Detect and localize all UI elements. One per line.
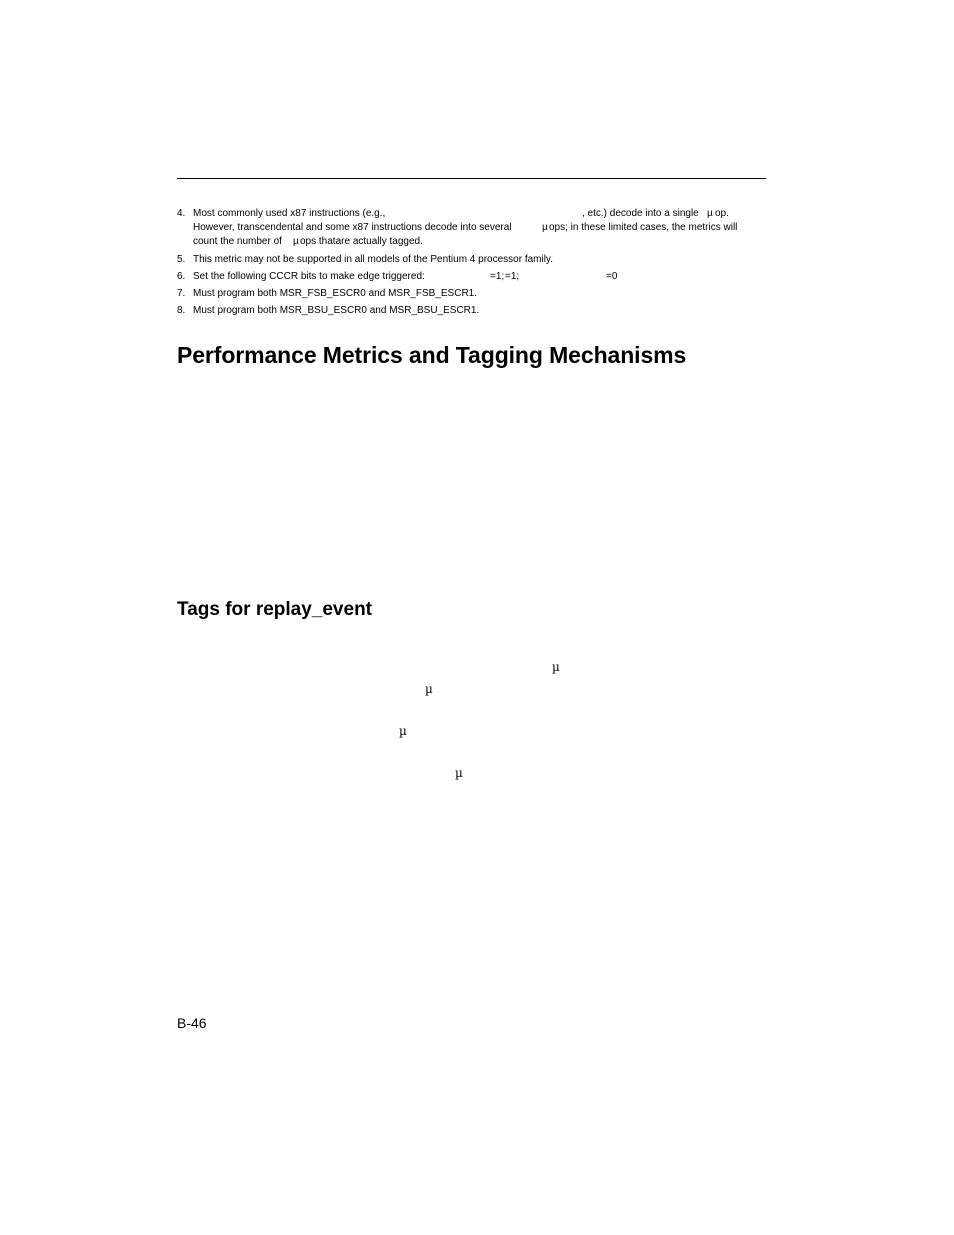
mu-symbol: µ <box>707 208 713 219</box>
footnote-text: Must program both MSR_FSB_ESCR0 and MSR_FSB_ESCR1. <box>193 288 477 299</box>
mu-symbol: µ <box>542 222 548 233</box>
mu-symbol: µ <box>425 682 433 696</box>
page-number: B-46 <box>177 1015 207 1031</box>
footnote-number: 8. <box>177 305 186 316</box>
subsection-heading: Tags for replay_event <box>177 599 373 620</box>
footnote-text: op. <box>715 208 729 219</box>
footnote-text: Set the following CCCR bits to make edge triggered: <box>193 271 425 282</box>
footnote-number: 4. <box>177 208 186 219</box>
mu-symbol: µ <box>455 766 463 780</box>
mu-symbol: µ <box>552 660 560 674</box>
footnote-text: However, transcendental and some x87 instructions decode into several <box>193 222 512 233</box>
header-rule <box>177 178 766 179</box>
footnote-text: , etc.) decode into a single <box>582 208 699 219</box>
footnote-number: 5. <box>177 254 186 265</box>
footnote-text: Most commonly used x87 instructions (e.g., <box>193 208 386 219</box>
mu-symbol: µ <box>293 236 299 247</box>
mu-symbol: µ <box>399 724 407 738</box>
footnote-value: =1; <box>505 271 520 282</box>
footnote-text: ops thatare actually tagged. <box>300 236 423 247</box>
footnote-text: count the number of <box>193 236 282 247</box>
footnote-number: 6. <box>177 271 186 282</box>
footnote-value: =0 <box>606 271 618 282</box>
footnote-text: This metric may not be supported in all models of the Pentium 4 processor family. <box>193 254 553 265</box>
section-heading: Performance Metrics and Tagging Mechanisms <box>177 342 687 368</box>
footnote-number: 7. <box>177 288 186 299</box>
footnote-text: Must program both MSR_BSU_ESCR0 and MSR_BSU_ESCR1. <box>193 305 480 316</box>
footnote-value: =1; <box>490 271 505 282</box>
footnote-text: ops; in these limited cases, the metrics will <box>549 222 738 233</box>
